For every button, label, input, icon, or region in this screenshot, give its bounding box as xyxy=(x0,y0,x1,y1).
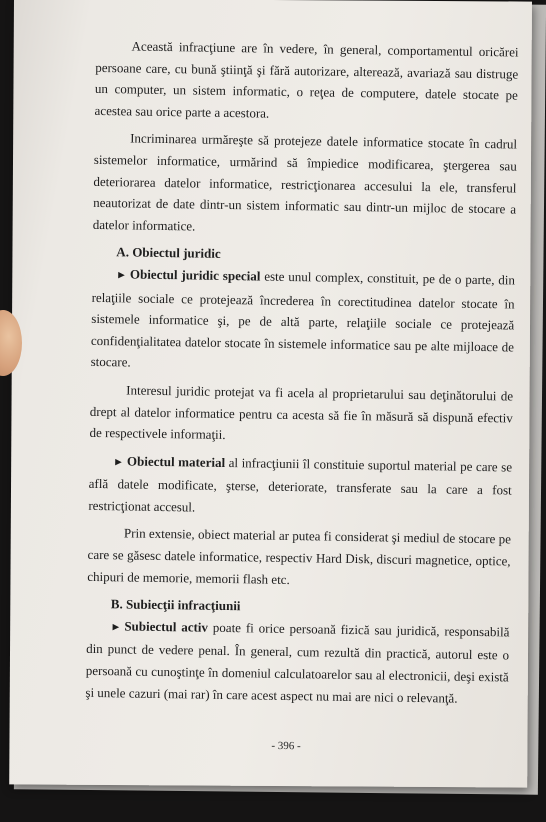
text-subiect-activ: poate fi orice persoană fizică sau juridică, responsabilă din punct de vedere penal. În general, cum rezultă din practică, autorul este o persoană cu cunoştinţe în domeniul calculatoarelor sau al electronicii, deşi există şi unele cazuri (mai rar) în care acest aspect nu mai are nici o relevanţă. xyxy=(85,619,510,706)
paragraph-obiect-juridic-special xyxy=(90,263,515,380)
term-subiect-activ: Subiectul activ xyxy=(124,618,209,635)
heading-subiectii-infractiunii: B. Subiecţii infracţiunii xyxy=(110,596,241,614)
paragraph-intro: Această infracţiune are în vedere, în general, comportamentul oricărei persoane care, cu bună ştiinţă şi fără autorizare, alterează, avariază sau distruge un computer, un sistem informatic, o reţea de computere, datele stocate pe acestea sau orice parte a acestora. xyxy=(94,38,519,121)
triangle-bullet-icon: ► xyxy=(110,621,122,634)
page-number: - 396 - xyxy=(271,739,301,753)
heading-obiectul-juridic: A. Obiectul juridic xyxy=(116,244,221,262)
book-page xyxy=(9,0,532,788)
paragraph-incrimination: Incriminarea urmăreşte să protejeze datele informatice stocate în cadrul sistemelor informatice, urmărind să împiedice modificarea, ştergerea sau deteriorarea datelor informatice, restricţionarea accesului la ele, transferul neautorizat de date dintr-un sistem informatic sau dintr-un mijloc de stocare a datelor informatice. xyxy=(92,130,518,234)
paragraph-interes-juridic: Interesul juridic protejat va fi acela al proprietarului sau deţinătorului de drept al datelor informatice pentru ca acesta să fie în măsură să dispună efectiv de respectivele informaţii. xyxy=(89,382,514,443)
page-body xyxy=(85,35,518,710)
paragraph-extensie: Prin extensie, obiect material ar putea fi considerat şi mediul de stocare pe care se găsesc datele informatice, respectiv Hard Disk, discuri magnetice, optice, chipuri de memorie, memorii flash etc. xyxy=(87,525,512,587)
text-obiect-material: al infracţiunii îl constituie suportul material pe care se află datele modificate, şterse, deteriorate, transferate sau la care a fost restricţionat accesul. xyxy=(88,454,513,515)
triangle-bullet-icon: ► xyxy=(112,455,125,469)
paragraph-subiect-activ xyxy=(85,615,509,710)
text-obiect-juridic-special: este unul complex, constituit, pe de o parte, din relaţiile sociale ce protejează încrederea în corectitudinea datelor stocate în sistemele informatice şi, pe de altă parte, relaţiile sociale ce protejează confidenţialitatea datelor stocate în sistemele informatice sau pe alte mijloace de stocare. xyxy=(90,268,516,370)
triangle-bullet-icon: ► xyxy=(115,269,127,282)
term-obiect-juridic-special: Obiectul juridic special xyxy=(129,266,261,284)
term-obiect-material: Obiectul material xyxy=(126,453,226,470)
paragraph-obiect-material xyxy=(88,450,512,523)
